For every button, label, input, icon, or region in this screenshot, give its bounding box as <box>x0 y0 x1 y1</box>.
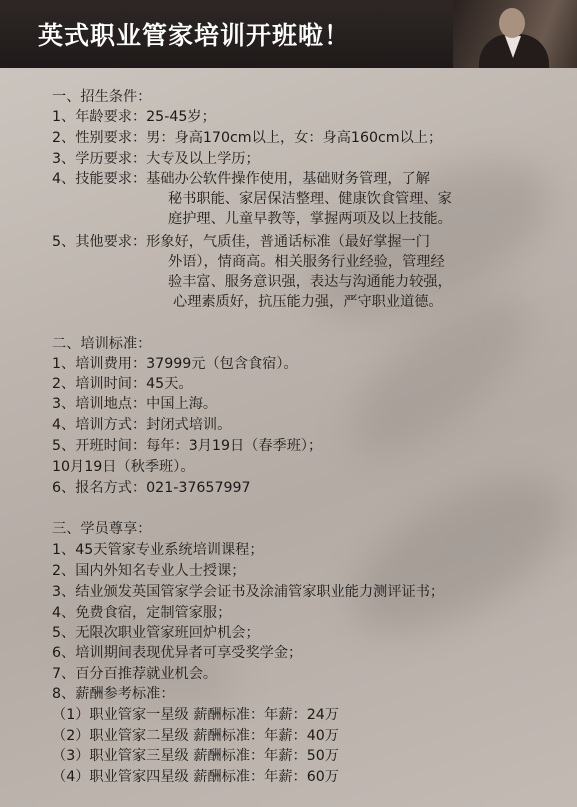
text-line: 6、培训期间表现优异者可享受奖学金； <box>52 645 303 661</box>
text-line: 7、百分百推荐就业机会。 <box>52 666 218 682</box>
page-title: 英式职业管家培训开班啦！ <box>38 21 351 50</box>
text-line: 8、薪酬参考标准： <box>52 686 175 702</box>
salary-line: （1）职业管家一星级 薪酬标准：年薪：24万 <box>52 707 339 723</box>
text-line: 2、国内外知名专业人士授课； <box>52 563 246 579</box>
text-line: 3、学历要求：大专及以上学历； <box>52 151 260 167</box>
text-line: 2、性别要求：男：身高170cm以上，女：身高160cm以上； <box>52 130 443 146</box>
section-heading-benefits: 三、学员尊享： <box>52 521 152 537</box>
text-line: 验丰富、服务意识强，表达与沟通能力较强， <box>168 274 452 290</box>
text-line: 2、培训时间：45天。 <box>52 376 193 392</box>
text-line: 3、培训地点：中国上海。 <box>52 396 218 412</box>
text-line: 4、技能要求：基础办公软件操作使用，基础财务管理，了解 <box>52 171 430 187</box>
text-line: 1、培训费用：37999元（包含食宿）。 <box>52 356 298 372</box>
text-line: 5、开班时间：每年：3月19日（春季班）； <box>52 438 323 454</box>
salary-line: （3）职业管家三星级 薪酬标准：年薪：50万 <box>52 748 339 764</box>
text-line: 4、免费食宿，定制管家服； <box>52 605 232 621</box>
section-heading-admission: 一、招生条件： <box>52 89 152 105</box>
text-line: 1、45天管家专业系统培训课程； <box>52 542 264 558</box>
text-line: 1、年龄要求：25-45岁； <box>52 109 216 125</box>
text-line: 秘书职能、家居保洁整理、健康饮食管理、家 <box>168 191 452 207</box>
text-line: 6、报名方式：021-37657997 <box>52 480 251 496</box>
text-line: 庭护理、儿童早教等，掌握两项及以上技能。 <box>168 211 452 227</box>
text-line: 10月19日（秋季班）。 <box>52 459 195 475</box>
text-line: 外语），情商高。相关服务行业经验，管理经 <box>168 254 445 270</box>
text-line: 心理素质好，抗压能力强，严守职业道德。 <box>173 294 443 310</box>
text-line: 5、其他要求：形象好，气质佳，普通话标准（最好掌握一门 <box>52 234 430 250</box>
section-heading-training: 二、培训标准： <box>52 336 152 352</box>
salary-line: （4）职业管家四星级 薪酬标准：年薪：60万 <box>52 769 339 785</box>
text-line: 3、结业颁发英国管家学会证书及涂浦管家职业能力测评证书； <box>52 584 445 600</box>
text-line: 5、无限次职业管家班回炉机会； <box>52 625 260 641</box>
salary-line: （2）职业管家二星级 薪酬标准：年薪：40万 <box>52 728 339 744</box>
text-line: 4、培训方式：封闭式培训。 <box>52 417 232 433</box>
